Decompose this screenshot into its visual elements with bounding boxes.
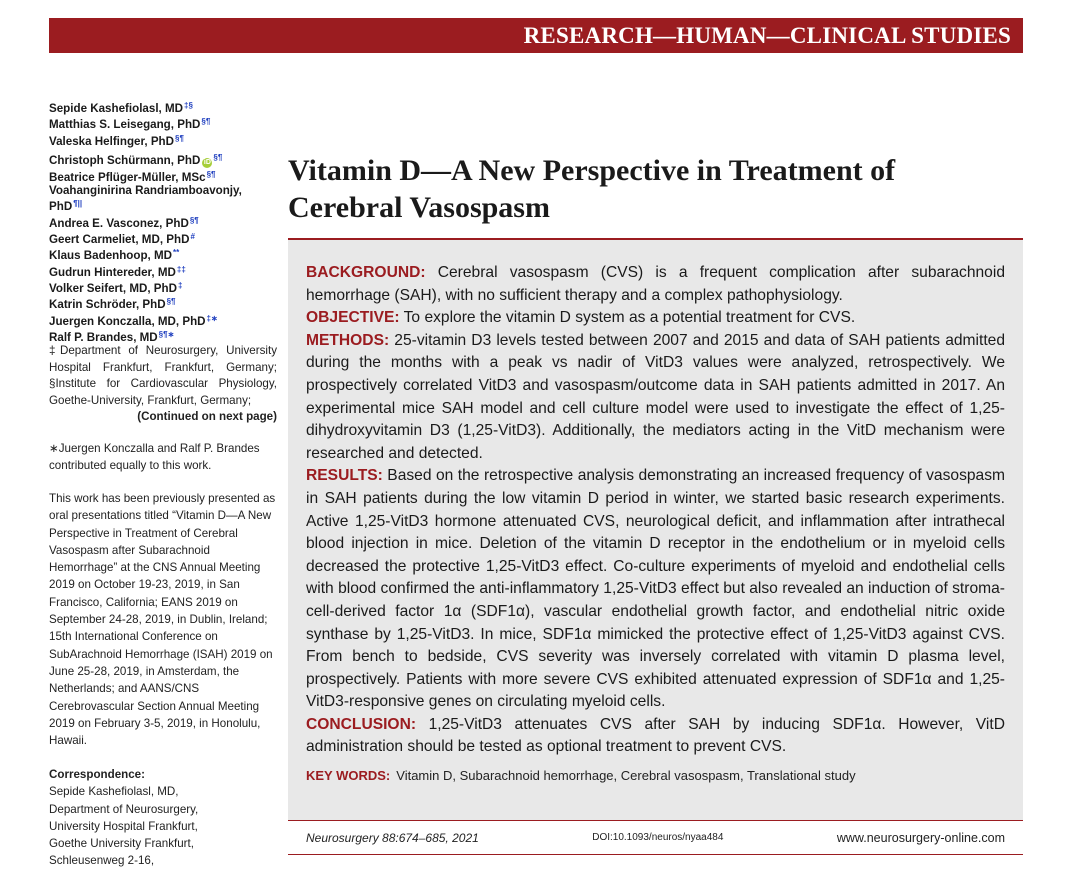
- author-list: [49, 99, 289, 344]
- abstract-conclusion: CONCLUSION: 1,25-VitD3 attenuates CVS after SAH by inducing SDF1α. However, VitD administration should be tested as optional treatment to prevent CVS.: [306, 715, 1005, 756]
- abstract-background: BACKGROUND: Cerebral vasospasm (CVS) is a frequent complication after subarachnoid hemorrhage (SAH), with no sufficient therapy and a complex pathophysiology.: [306, 264, 1005, 304]
- equal-contribution-note: ∗Juergen Konczalla and Ralf P. Brandes contributed equally to this work.: [49, 442, 260, 473]
- author-item: Geert Carmeliet, MD, PhD#: [49, 232, 195, 247]
- orcid-icon[interactable]: iD: [203, 158, 211, 166]
- correspondence-line: Department of Neurosurgery,: [49, 802, 199, 816]
- article-title: Vitamin D—A New Perspective in Treatment of Cerebral Vasospasm: [288, 154, 896, 224]
- author-item: Katrin Schröder, PhD§¶: [49, 297, 176, 312]
- author-item: Christoph Schürmann, PhD iD§¶: [49, 152, 223, 167]
- correspondence-line: Sepide Kashefiolasl, MD,: [49, 785, 179, 799]
- author-item: Klaus Badenhoop, MD**: [49, 248, 180, 263]
- correspondence-line: Schleusenweg 2-16,: [49, 854, 155, 868]
- doi-link[interactable]: DOI:10.1093/neuros/nyaa484: [592, 832, 724, 843]
- author-item: Volker Seifert, MD, PhD‡: [49, 280, 183, 295]
- abstract-results: RESULTS: Based on the retrospective analysis demonstrating an increased frequency of vasospasm in SAH patients during the low vitamin D period in winter, we started basic research experiments. Active 1,25-VitD3 hormone attenuated CVS, neurological deficit, and inflammation after intrathecal blood injection in mice. Deletion of the vitamin D receptor in the endothelium or in myeloid cells decreased the protective 1,25-VitD3 effect. Co-culture experiments of myeloid and endothelial cells with blood confirmed the anti-inflammatory 1,25-VitD3 effect but also revealed an induction of stroma-cell-derived factor 1α (SDF1α), vascular endothelial growth factor, and endothelial nitric oxide synthase by 1,25-VitD3. In mice, SDF1α mimicked the protective effect of 1,25-VitD3 against CVS. From bench to bedside, CVS severity was inversely correlated with vitamin D plasma level, prospectively. Patients with more severe CVS exhibited attenuated expression of SDF1α and 1,25-VitD3-responsive genes on circulating myeloid cells.: [306, 467, 1005, 711]
- correspondence-line: Goethe University Frankfurt,: [49, 837, 194, 851]
- author-item: Matthias S. Leisegang, PhD§¶: [49, 117, 211, 132]
- continued-note: (Continued on next page): [137, 410, 277, 424]
- journal-website-link[interactable]: www.neurosurgery-online.com: [836, 830, 1005, 845]
- author-item: Andrea E. Vasconez, PhD§¶: [49, 215, 199, 230]
- correspondence: [49, 766, 277, 869]
- journal-citation: Neurosurgery 88:674–685, 2021: [306, 830, 479, 845]
- abstract-panel: [288, 238, 1023, 820]
- author-item: Beatrice Pflüger-Müller, MSc§¶: [49, 169, 216, 184]
- abstract-objective: OBJECTIVE: To explore the vitamin D system as a potential treatment for CVS.: [306, 309, 856, 327]
- presentation-note: This work has been previously presented as oral presentations titled “Vitamin D—A New Perspective in Treatment of Cerebral Vasospasm after Subarachnoid Hemorrhage” at the CNS Annual Meeting 2019 on October 19-23, 2019, in San Francisco, California; EANS 2019 on September 24-28, 2019, in Dublin, Ireland; 15th International Conference on SubArachnoid Hemorrhage (ISAH) 2019 on June 25-28, 2019, in Amsterdam, the Netherlands; and AANS/CNS Cerebrovascular Section Annual Meeting 2019 on February 3-5, 2019, in Honolulu, Hawaii.: [49, 492, 276, 748]
- author-item: Voahanginirina Randriamboavonjy,: [49, 184, 242, 198]
- author-item: Valeska Helfinger, PhD§¶: [49, 133, 184, 148]
- abstract-body: [306, 262, 1005, 759]
- correspondence-heading: Correspondence:: [49, 768, 145, 781]
- section-banner: RESEARCH—HUMAN—CLINICAL STUDIES: [49, 18, 1023, 53]
- author-item: Juergen Konczalla, MD, PhD‡∗: [49, 313, 218, 328]
- author-item: Sepide Kashefiolasl, MD‡§: [49, 101, 193, 115]
- abstract-methods: METHODS: 25-vitamin D3 levels tested between 2007 and 2015 and data of SAH patients admitted during the months with a peak vs nadir of VitD3 values were analyzed, retrospectively. We prospectively correlated VitD3 and vasospasm/outcome data in SAH patients admitted in 2017. An experimental mice SAH model and cell culture model were used to investigate the effect of 1,25-dihydroxyvitamin D3 (1,25-VitD3). Additionally, the mediators acting in the VitD mechanism were researched and detected.: [306, 331, 1005, 462]
- affiliations-text: ‡Department of Neurosurgery, University Hospital Frankfurt, Frankfurt, Germany; §Institute for Cardiovascular Physiology, Goethe-University, Frankfurt, Germany;: [49, 344, 277, 407]
- author-item: Gudrun Hintereder, MD‡‡: [49, 264, 186, 279]
- author-item: Ralf P. Brandes, MD§¶∗: [49, 329, 175, 344]
- keywords: KEY WORDS: Vitamin D, Subarachnoid hemorrhage, Cerebral vasospasm, Translational study: [306, 768, 856, 784]
- citation-footer: [288, 820, 1023, 855]
- affiliations: [49, 343, 277, 426]
- author-item: PhD¶||: [49, 199, 83, 214]
- correspondence-line: University Hospital Frankfurt,: [49, 819, 198, 833]
